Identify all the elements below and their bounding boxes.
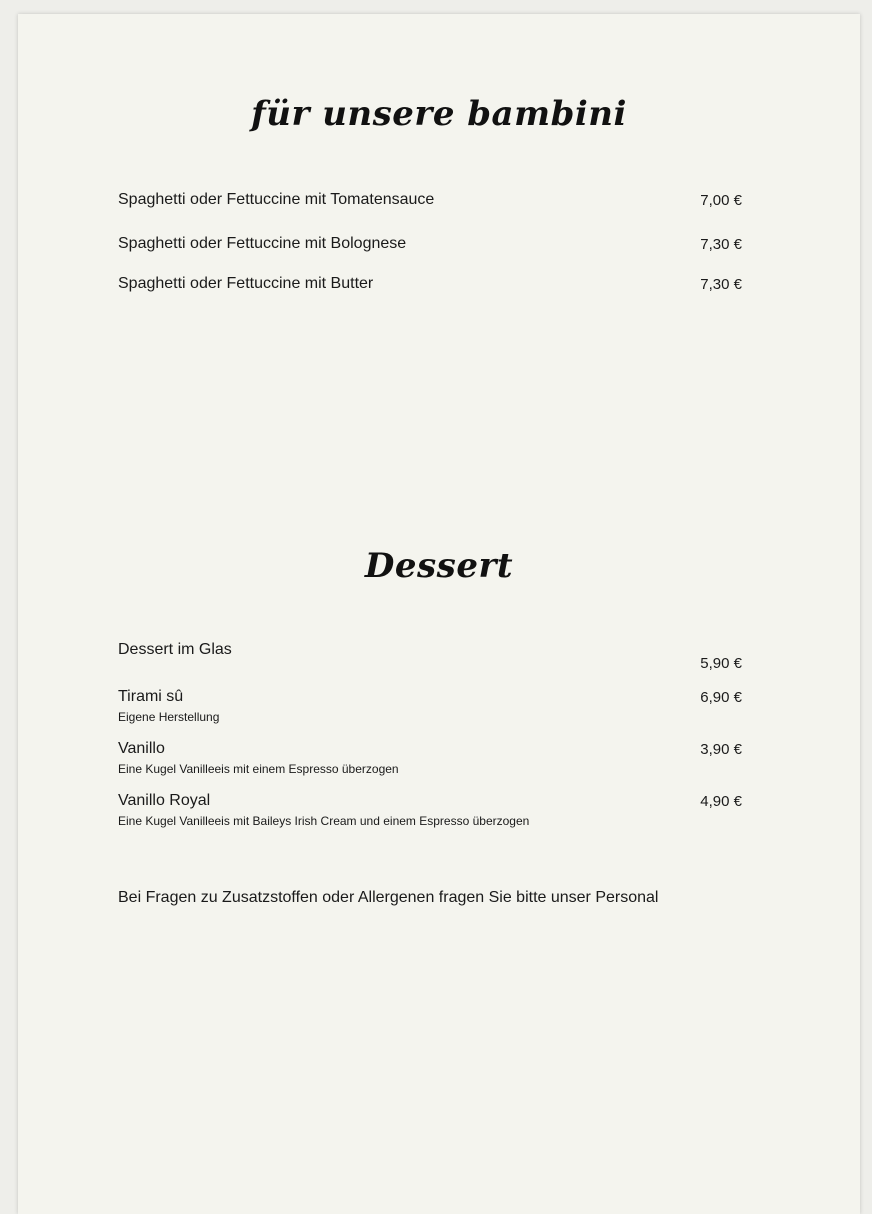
menu-item-description: Eigene Herstellung — [118, 710, 220, 724]
menu-item-name: Vanillo — [118, 740, 165, 757]
menu-page — [18, 14, 860, 1214]
menu-item-name: Spaghetti oder Fettuccine mit Butter — [118, 275, 374, 292]
menu-item-price: 4,90 € — [700, 793, 742, 810]
menu-item-name: Dessert im Glas — [118, 641, 232, 658]
allergen-note: Bei Fragen zu Zusatzstoffen oder Allergenen fragen Sie bitte unser Personal — [118, 889, 659, 906]
menu-item-price: 6,90 € — [700, 689, 742, 706]
menu-item-description: Eine Kugel Vanilleeis mit Baileys Irish Cream und einem Espresso überzogen — [118, 814, 530, 828]
menu-item-price: 7,30 € — [700, 236, 742, 253]
menu-item-name: Vanillo Royal — [118, 792, 211, 809]
section-title-bambini: für unsere bambini — [251, 94, 627, 134]
menu-item-price: 5,90 € — [700, 655, 742, 672]
menu-item-price: 7,30 € — [700, 276, 742, 293]
menu-item-name: Spaghetti oder Fettuccine mit Bolognese — [118, 235, 407, 252]
menu-item-price: 3,90 € — [700, 741, 742, 758]
menu-item-name: Spaghetti oder Fettuccine mit Tomatensauce — [118, 191, 435, 208]
menu-item-description: Eine Kugel Vanilleeis mit einem Espresso überzogen — [118, 762, 399, 776]
section-title-dessert: Dessert — [364, 546, 514, 586]
menu-item-price: 7,00 € — [700, 192, 742, 209]
menu-item-name: Tirami sû — [118, 688, 184, 705]
